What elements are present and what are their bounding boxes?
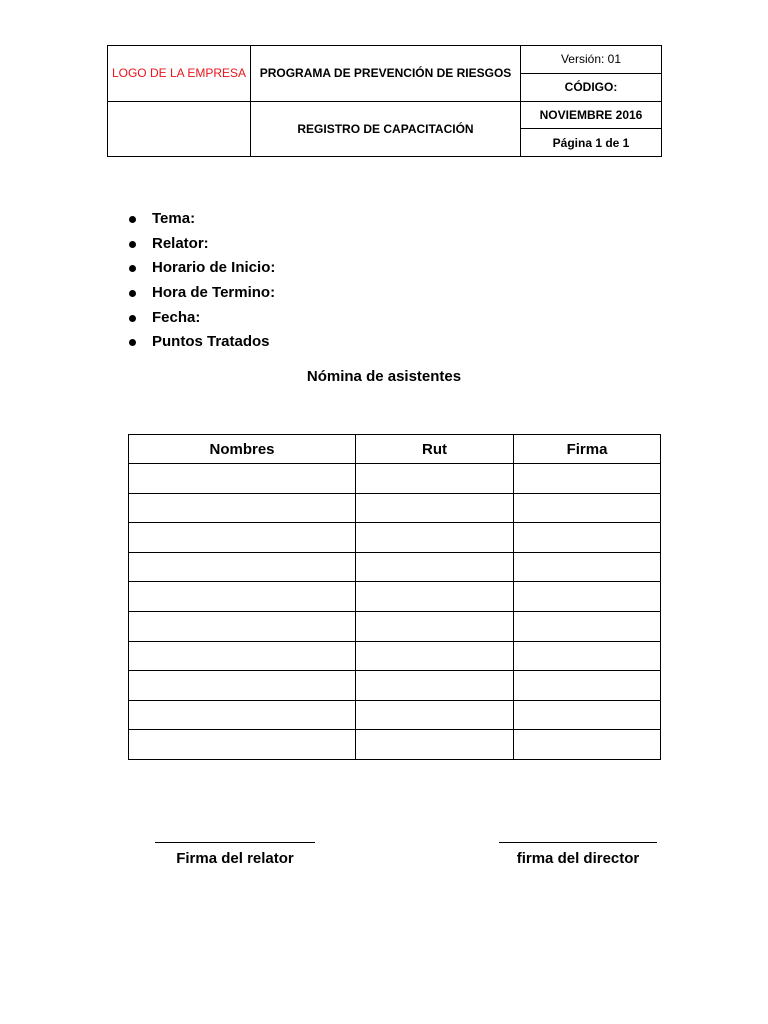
firma-cell[interactable] bbox=[514, 582, 661, 612]
rut-cell[interactable] bbox=[356, 464, 514, 494]
table-row bbox=[129, 493, 661, 523]
nombre-cell[interactable] bbox=[129, 641, 356, 671]
field-relator bbox=[128, 232, 275, 257]
bullet-icon bbox=[129, 290, 136, 297]
firma-cell[interactable] bbox=[514, 730, 661, 760]
program-title: PROGRAMA DE PREVENCIÓN DE RIESGOS bbox=[251, 46, 521, 102]
firma-cell[interactable] bbox=[514, 552, 661, 582]
field-tema bbox=[128, 207, 275, 232]
rut-cell[interactable] bbox=[356, 582, 514, 612]
field-label: Tema: bbox=[152, 210, 196, 227]
table-row bbox=[129, 464, 661, 494]
bullet-icon bbox=[129, 315, 136, 322]
field-horario-inicio bbox=[128, 256, 275, 281]
relator-signature-label: Firma del relator bbox=[176, 850, 294, 867]
signature-line bbox=[155, 842, 315, 844]
field-label: Fecha: bbox=[152, 308, 201, 326]
column-header-rut: Rut bbox=[356, 435, 514, 464]
table-row bbox=[129, 582, 661, 612]
nombre-cell[interactable] bbox=[129, 700, 356, 730]
nombre-cell[interactable] bbox=[129, 523, 356, 553]
director-signature-label: firma del director bbox=[516, 850, 640, 867]
nombre-cell[interactable] bbox=[129, 582, 356, 612]
table-row bbox=[129, 552, 661, 582]
field-label: Horario de Inicio: bbox=[152, 259, 276, 277]
register-title: REGISTRO DE CAPACITACIÓN bbox=[251, 101, 521, 157]
bullet-icon bbox=[129, 339, 136, 346]
bullet-icon bbox=[129, 216, 136, 223]
relator-signature-block bbox=[155, 830, 315, 867]
rut-cell[interactable] bbox=[356, 641, 514, 671]
bullet-icon bbox=[129, 265, 136, 272]
table-row bbox=[129, 523, 661, 553]
version-cell: Versión: 01 bbox=[521, 46, 662, 74]
director-signature-block bbox=[498, 830, 658, 867]
firma-cell[interactable] bbox=[514, 464, 661, 494]
column-header-nombres: Nombres bbox=[129, 435, 356, 464]
table-row bbox=[129, 730, 661, 760]
field-label: Relator: bbox=[152, 234, 209, 252]
firma-cell[interactable] bbox=[514, 671, 661, 701]
rut-cell[interactable] bbox=[356, 552, 514, 582]
table-row bbox=[129, 641, 661, 671]
training-fields-list bbox=[128, 207, 275, 355]
attendees-body bbox=[129, 464, 661, 760]
field-fecha bbox=[128, 306, 275, 331]
company-logo-placeholder: LOGO DE LA EMPRESA bbox=[108, 46, 251, 102]
firma-cell[interactable] bbox=[514, 641, 661, 671]
table-row bbox=[129, 700, 661, 730]
attendees-header-row bbox=[129, 435, 661, 464]
attendees-title: Nómina de asistentes bbox=[306, 368, 462, 385]
column-header-firma: Firma bbox=[514, 435, 661, 464]
field-puntos-tratados bbox=[128, 330, 275, 355]
firma-cell[interactable] bbox=[514, 523, 661, 553]
firma-cell[interactable] bbox=[514, 611, 661, 641]
firma-cell[interactable] bbox=[514, 493, 661, 523]
field-label: Puntos Tratados bbox=[152, 333, 270, 351]
date-cell: NOVIEMBRE 2016 bbox=[521, 101, 662, 129]
rut-cell[interactable] bbox=[356, 730, 514, 760]
signature-line bbox=[499, 842, 657, 844]
code-cell: CÓDIGO: bbox=[521, 73, 662, 101]
table-row bbox=[129, 671, 661, 701]
field-label: Hora de Termino: bbox=[152, 284, 276, 302]
nombre-cell[interactable] bbox=[129, 493, 356, 523]
rut-cell[interactable] bbox=[356, 671, 514, 701]
nombre-cell[interactable] bbox=[129, 671, 356, 701]
field-hora-termino bbox=[128, 281, 275, 306]
rut-cell[interactable] bbox=[356, 493, 514, 523]
rut-cell[interactable] bbox=[356, 523, 514, 553]
nombre-cell[interactable] bbox=[129, 730, 356, 760]
nombre-cell[interactable] bbox=[129, 552, 356, 582]
table-row bbox=[129, 611, 661, 641]
firma-cell[interactable] bbox=[514, 700, 661, 730]
rut-cell[interactable] bbox=[356, 700, 514, 730]
logo-cell-lower bbox=[108, 101, 251, 157]
rut-cell[interactable] bbox=[356, 611, 514, 641]
page-cell: Página 1 de 1 bbox=[521, 129, 662, 157]
nombre-cell[interactable] bbox=[129, 611, 356, 641]
attendees-table bbox=[128, 434, 661, 760]
bullet-icon bbox=[129, 241, 136, 248]
nombre-cell[interactable] bbox=[129, 464, 356, 494]
document-header-table bbox=[107, 45, 662, 157]
